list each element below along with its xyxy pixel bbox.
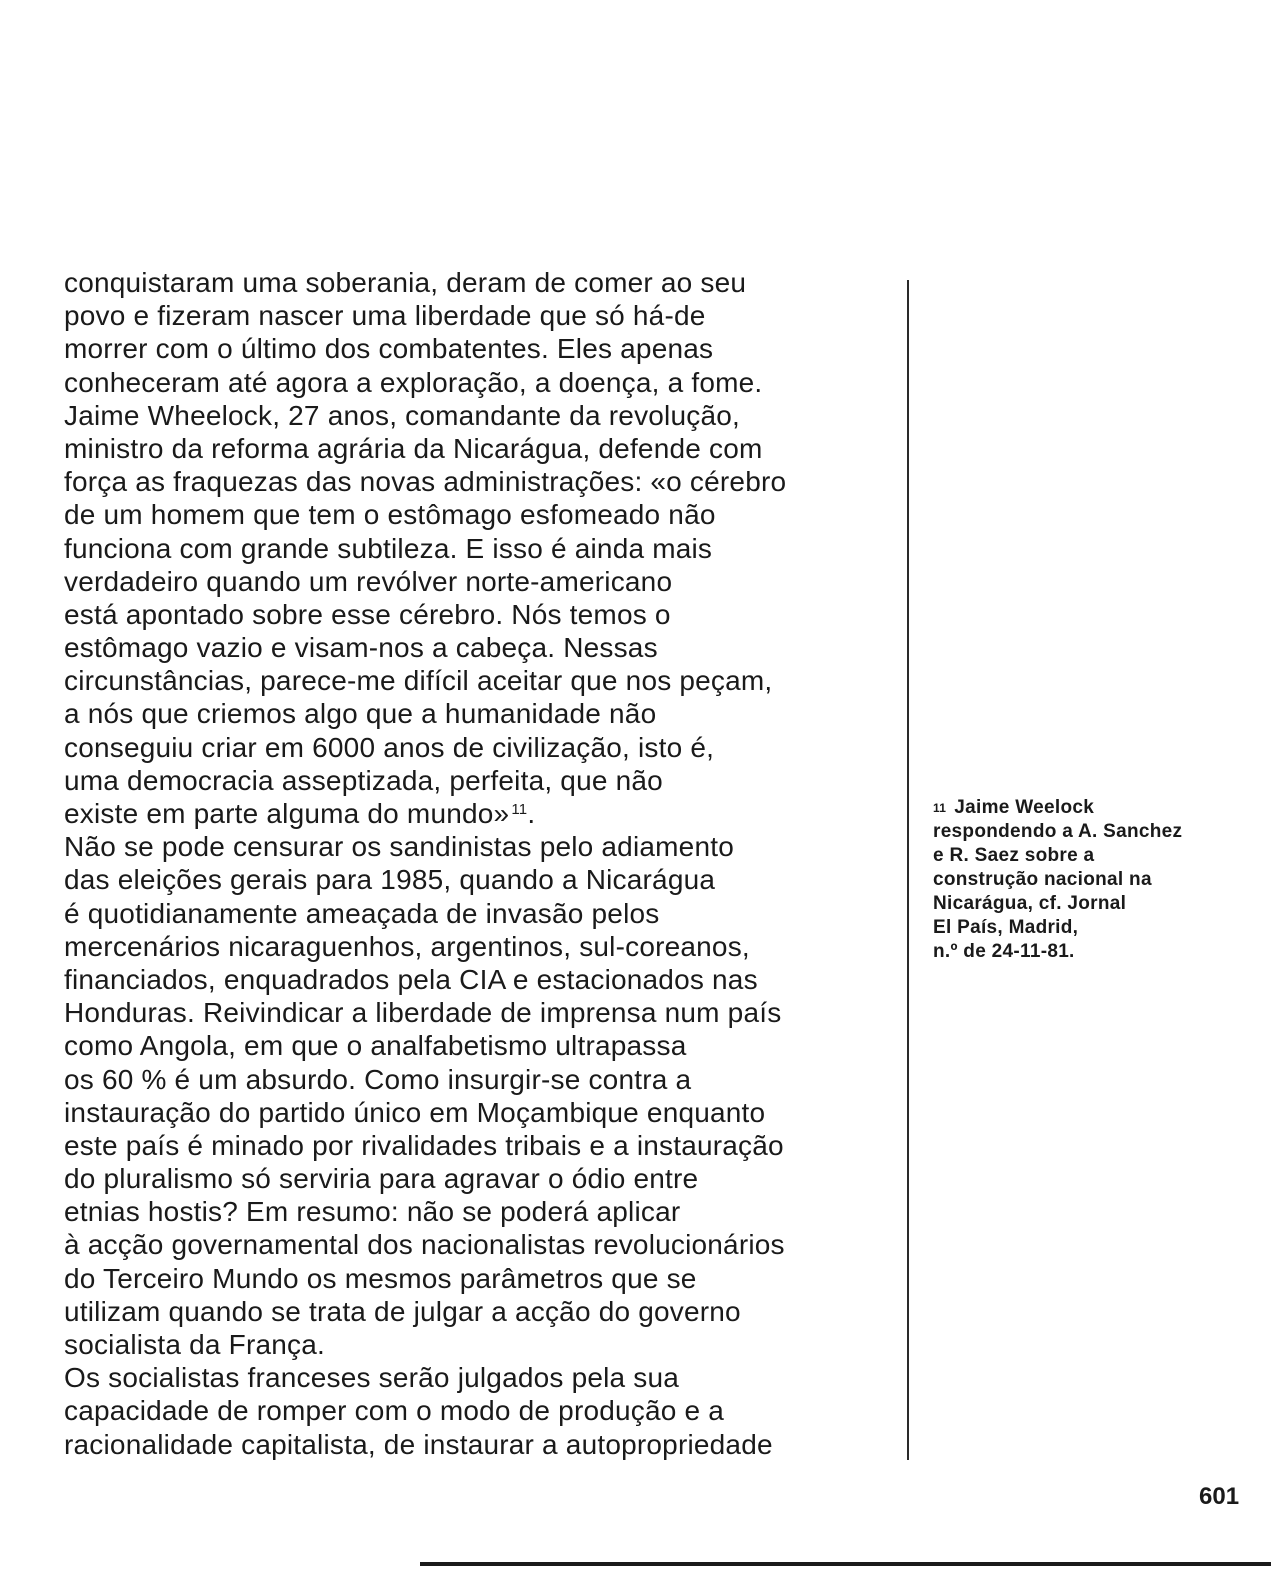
text-segment: . — [527, 798, 536, 829]
text-line: força as fraquezas das novas administrações: «o cérebro — [64, 466, 787, 498]
text-line-with-footnote-ref — [64, 797, 914, 830]
footnote-line: Nicarágua, cf. Jornal — [933, 893, 1127, 914]
footnote-line: construção nacional na — [933, 869, 1152, 890]
text-line: de um homem que tem o estômago esfomeado não — [64, 499, 716, 531]
column-divider — [907, 280, 909, 1460]
text-line: ministro da reforma agrária da Nicarágua, defende com — [64, 432, 763, 464]
text-line: conseguiu criar em 6000 anos de civilização, isto é, — [64, 731, 715, 763]
text-line: estômago vazio e visam-nos a cabeça. Nessas — [64, 632, 658, 664]
text-line: os 60 % é um absurdo. Como insurgir-se contra a — [64, 1063, 692, 1095]
text-line: verdadeiro quando um revólver norte-americano — [64, 565, 673, 597]
text-line: como Angola, em que o analfabetismo ultrapassa — [64, 1030, 687, 1062]
text-line: utilizam quando se trata de julgar a acção do governo — [64, 1295, 741, 1327]
footnote-number: 11 — [933, 801, 947, 815]
text-line: conquistaram uma soberania, deram de comer ao seu — [64, 267, 747, 298]
text-line: conheceram até agora a exploração, a doença, a fome. — [64, 366, 763, 398]
text-line: racionalidade capitalista, de instaurar a autopropriedade — [64, 1428, 773, 1460]
text-line: instauração do partido único em Moçambique enquanto — [64, 1096, 766, 1128]
text-line: do pluralismo só serviria para agravar o ódio entre — [64, 1163, 699, 1195]
text-line: a nós que criemos algo que a humanidade não — [64, 698, 657, 730]
text-line: etnias hostis? Em resumo: não se poderá aplicar — [64, 1196, 681, 1228]
text-line: é quotidianamente ameaçada de invasão pelos — [64, 897, 660, 929]
text-line: circunstâncias, parece-me difícil aceitar que nos peçam, — [64, 665, 773, 697]
text-line: Não se pode censurar os sandinistas pelo adiamento — [64, 831, 734, 863]
footnote-reference: 11 — [511, 801, 528, 818]
text-line: este país é minado por rivalidades tribais e a instauração — [64, 1129, 784, 1161]
footnote-text: Jaime Weelock — [954, 797, 1095, 818]
text-line: funciona com grande subtileza. E isso é ainda mais — [64, 532, 713, 564]
page-number: 601 — [1199, 1483, 1240, 1510]
text-line: mercenários nicaraguenhos, argentinos, sul-coreanos, — [64, 930, 750, 962]
text-line: Honduras. Reivindicar a liberdade de imprensa num país — [64, 997, 782, 1029]
text-line: morrer com o último dos combatentes. Eles apenas — [64, 333, 714, 365]
text-line: à acção governamental dos nacionalistas revolucionários — [64, 1229, 785, 1261]
footnote-line: e R. Saez sobre a — [933, 845, 1095, 866]
bottom-scan-edge — [420, 1562, 1271, 1566]
text-line: está apontado sobre esse cérebro. Nós temos o — [64, 598, 671, 630]
text-line: uma democracia asseptizada, perfeita, que não — [64, 764, 663, 796]
footnote-line: n.º de 24-11-81. — [933, 941, 1075, 962]
text-line: das eleições gerais para 1985, quando a Nicarágua — [64, 864, 716, 896]
margin-footnote — [933, 796, 1253, 964]
text-line: Os socialistas franceses serão julgados pela sua — [64, 1362, 680, 1394]
text-segment: existe em parte alguma do mundo» — [64, 798, 510, 829]
footnote-line: El País, Madrid, — [933, 917, 1079, 938]
text-line: capacidade de romper com o modo de produção e a — [64, 1395, 725, 1427]
text-line: socialista da França. — [64, 1329, 325, 1360]
text-line: povo e fizeram nascer uma liberdade que só há-de — [64, 300, 706, 332]
text-line: do Terceiro Mundo os mesmos parâmetros que se — [64, 1262, 697, 1294]
footnote-line: respondendo a A. Sanchez — [933, 821, 1183, 842]
footnote-line — [933, 796, 1253, 820]
main-text-column — [64, 266, 914, 1461]
text-line: financiados, enquadrados pela CIA e estacionados nas — [64, 963, 758, 995]
text-line: Jaime Wheelock, 27 anos, comandante da revolução, — [64, 399, 740, 431]
